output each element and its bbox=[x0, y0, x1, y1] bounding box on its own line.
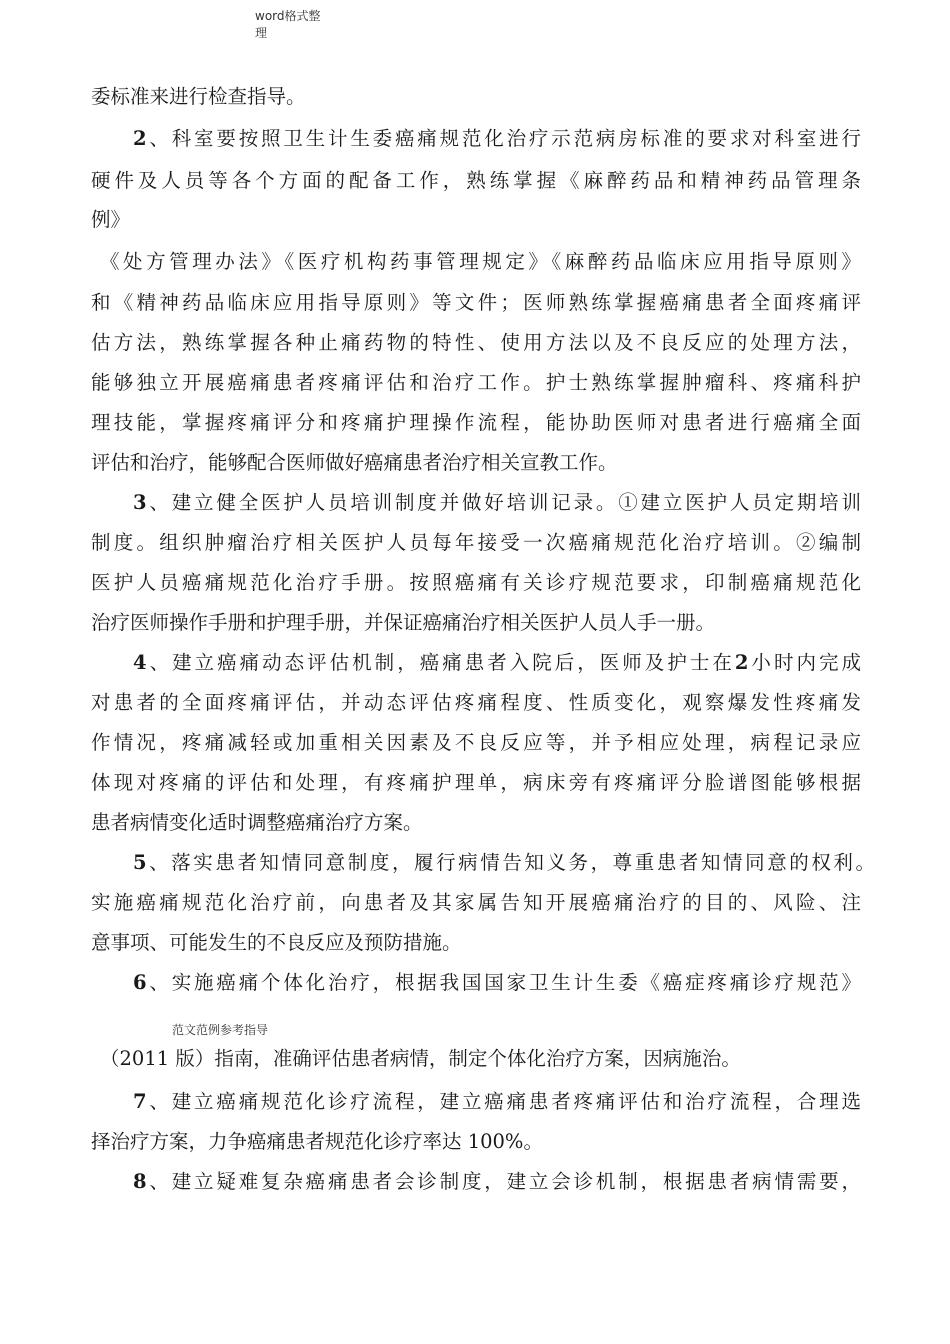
item-text: 、科室要按照卫生计生委癌痛规范化治疗示范病房标准的要求对科室进行 bbox=[146, 127, 861, 150]
text-line: 理技能，掌握疼痛评分和疼痛护理操作流程，能协助医师对患者进行癌痛全面 bbox=[91, 411, 861, 434]
text-line: 硬件及人员等各个方面的配备工作，熟练掌握《麻醉药品和精神药品管理条 bbox=[91, 169, 861, 192]
page-header bbox=[255, 8, 321, 42]
text-line: 评估和治疗，能够配合医师做好癌痛患者治疗相关宣教工作。 bbox=[91, 451, 618, 474]
item-text: 、建立健全医护人员培训制度并做好培训记录。①建立医护人员定期培训 bbox=[146, 491, 861, 514]
text-line: 委标准来进行检查指导。 bbox=[91, 85, 306, 108]
item-number: 4 bbox=[133, 651, 147, 674]
text-line: 制度。组织肿瘤治疗相关医护人员每年接受一次癌痛规范化治疗培训。②编制 bbox=[91, 531, 861, 554]
text-line bbox=[133, 850, 875, 876]
text-line bbox=[133, 1169, 861, 1195]
item-text: 、建立疑难复杂癌痛患者会诊制度，建立会诊机制，根据患者病情需要， bbox=[146, 1170, 861, 1193]
header-line-1: word格式整 bbox=[255, 9, 321, 23]
header-line-2: 理 bbox=[255, 26, 268, 40]
text-line: 对患者的全面疼痛评估，并动态评估疼痛程度、性质变化，观察爆发性疼痛发 bbox=[91, 691, 861, 714]
text-line bbox=[133, 126, 861, 152]
item-text: 、建立癌痛动态评估机制，癌痛患者入院后，医师及护士在 bbox=[146, 651, 735, 674]
text-line: 医护人员癌痛规范化治疗手册。按照癌痛有关诊疗规范要求，印制癌痛规范化 bbox=[91, 571, 861, 594]
text-line: 能够独立开展癌痛患者疼痛评估和治疗工作。护士熟练掌握肿瘤科、疼痛科护 bbox=[91, 371, 861, 394]
item-number: 3 bbox=[133, 491, 147, 514]
item-text-tail: 小时内完成 bbox=[748, 651, 861, 674]
text-line bbox=[133, 1089, 861, 1115]
text-line: 择治疗方案，力争癌痛患者规范化诊疗率达 100%。 bbox=[91, 1130, 543, 1153]
item-number: 8 bbox=[133, 1170, 147, 1193]
text-line bbox=[133, 970, 861, 996]
text-line bbox=[133, 490, 861, 516]
page-footer: 范文范例参考指导 bbox=[172, 1023, 269, 1037]
text-line: 和《精神药品临床应用指导原则》等文件；医师熟练掌握癌痛患者全面疼痛评 bbox=[91, 291, 861, 314]
item-number: 5 bbox=[133, 851, 147, 874]
item-number: 6 bbox=[133, 971, 147, 994]
item-text: 、实施癌痛个体化治疗，根据我国国家卫生计生委《癌症疼痛诊疗规范》 bbox=[146, 971, 861, 994]
text-line bbox=[133, 650, 861, 676]
hours-number: 2 bbox=[734, 651, 749, 674]
text-line: 意事项、可能发生的不良反应及预防措施。 bbox=[91, 931, 462, 954]
text-line: 患者病情变化适时调整癌痛治疗方案。 bbox=[91, 811, 423, 834]
text-line: 《处方管理办法》《医疗机构药事管理规定》《麻醉药品临床应用指导原则》 bbox=[100, 250, 861, 273]
item-number: 2 bbox=[133, 127, 147, 150]
text-line: （2011 版）指南，准确评估患者病情，制定个体化治疗方案，因病施治。 bbox=[100, 1047, 741, 1070]
item-number: 7 bbox=[133, 1090, 147, 1113]
text-line: 作情况，疼痛减轻或加重相关因素及不良反应等，并予相应处理，病程记录应 bbox=[91, 731, 861, 754]
text-line: 体现对疼痛的评估和处理，有疼痛护理单，病床旁有疼痛评分脸谱图能够根据 bbox=[91, 771, 861, 794]
item-text: 、建立癌痛规范化诊疗流程，建立癌痛患者疼痛评估和治疗流程，合理选 bbox=[146, 1090, 861, 1113]
item-text: 、落实患者知情同意制度，履行病情告知义务，尊重患者知情同意的权利。 bbox=[146, 851, 875, 874]
text-line: 估方法，熟练掌握各种止痛药物的特性、使用方法以及不良反应的处理方法， bbox=[91, 331, 861, 354]
text-line: 治疗医师操作手册和护理手册，并保证癌痛治疗相关医护人员人手一册。 bbox=[91, 611, 716, 634]
text-line: 实施癌痛规范化治疗前，向患者及其家属告知开展癌痛治疗的目的、风险、注 bbox=[91, 891, 861, 914]
text-line: 例》 bbox=[91, 208, 131, 231]
